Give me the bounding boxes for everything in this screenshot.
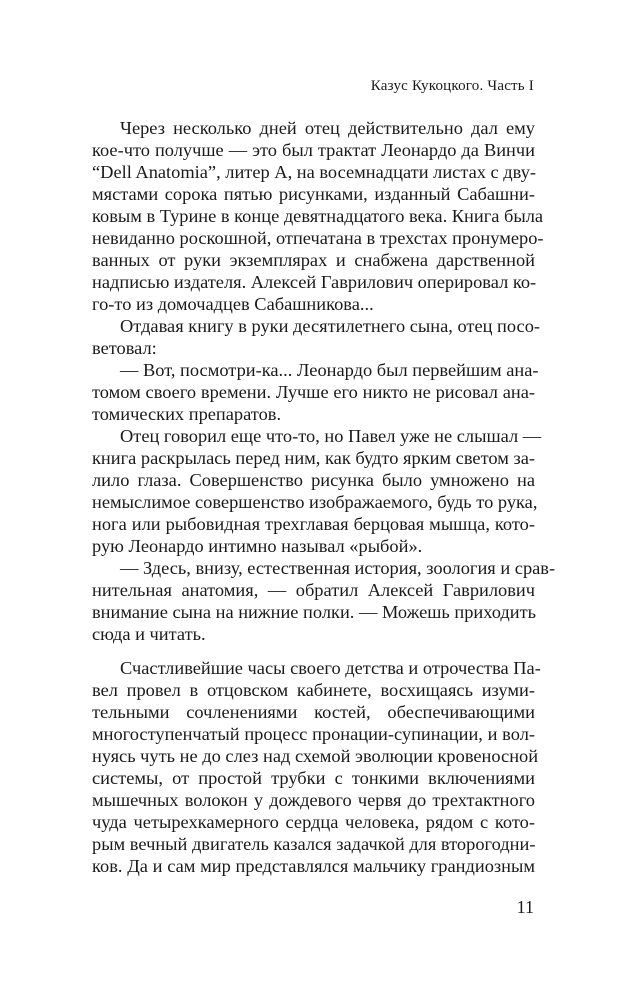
text-line: ковым в Турине в конце девятнадцатого века. Книга была xyxy=(92,206,544,226)
text-line: кое-что получше — это был трактат Леонардо да Винчи xyxy=(92,140,535,160)
text-line: тельными сочленениями костей, обеспечивающими xyxy=(92,702,535,722)
text-line: лило глаза. Совершенство рисунка было умножено на xyxy=(92,470,535,490)
running-head: Казус Кукоцкого. Часть I xyxy=(370,78,534,94)
text-line: рую Леонардо интимно называл «рыбой». xyxy=(92,536,423,556)
text-line: Через несколько дней отец действительно дал ему xyxy=(120,118,535,138)
text-line: томом своего времени. Лучше его никто не рисовал ана- xyxy=(92,382,535,402)
text-line: го-то из домочадцев Сабашникова... xyxy=(92,294,374,314)
text-line: надписью издателя. Алексей Гаврилович оперировал ко- xyxy=(92,272,537,292)
text-line: сюда и читать. xyxy=(92,624,206,644)
text-line: Отец говорил еще что-то, но Павел уже не слышал — xyxy=(120,426,542,446)
text-line: рым вечный двигатель казался задачкой для второгодни- xyxy=(92,834,536,854)
text-line: невиданно роскошной, отпечатана в трехстах пронумеро- xyxy=(92,228,544,248)
text-line: ветовал: xyxy=(92,338,157,358)
text-line: системы, от простой трубки с тонкими включениями xyxy=(92,768,535,788)
text-line: нительная анатомия, — обратил Алексей Гаврилович xyxy=(92,580,535,600)
text-line: ков. Да и сам мир представлялся мальчику грандиозным xyxy=(92,856,535,876)
text-line: Отдавая книгу в руки десятилетнего сына, отец посо- xyxy=(120,316,541,336)
text-block-1 xyxy=(92,117,556,645)
text-line: томических препаратов. xyxy=(92,404,282,424)
text-line: “Dell Anatomia”, литер А, на восемнадцати листах с дву- xyxy=(92,162,537,182)
text-block-2 xyxy=(92,657,541,877)
text-line: книга раскрылась перед ним, как будто ярким светом за- xyxy=(92,448,535,468)
text-line: — Здесь, внизу, естественная история, зоология и срав- xyxy=(120,558,556,578)
text-line: вел провел в отцовском кабинете, восхищаясь изуми- xyxy=(92,680,535,700)
text-line: мышечных волокон у дождевого червя до трехтактного xyxy=(92,790,535,810)
text-line: многоступенчатый процесс пронации-супинации, и вол- xyxy=(92,724,535,744)
text-line: внимание сына на нижние полки. — Можешь приходить xyxy=(92,602,537,622)
text-line: Счастливейшие часы своего детства и отрочества Па- xyxy=(120,658,541,678)
text-line: мястами сорока пятью рисунками, изданный Сабашни- xyxy=(92,184,535,204)
text-line: нуясь чуть не до слез над схемой эволюции кровеносной xyxy=(92,746,539,766)
page-number: 11 xyxy=(516,897,534,917)
text-line: нога или рыбовидная трехглавая берцовая мышца, кото- xyxy=(92,514,535,534)
text-line: чуда четырехкамерного сердца человека, рядом с кото- xyxy=(92,812,535,832)
text-line: — Вот, посмотри-ка... Леонардо был первейшим ана- xyxy=(120,360,539,380)
text-line: немыслимое совершенство изображаемого, будь то рука, xyxy=(92,492,538,512)
text-line: ванных от руки экземплярах и снабжена дарственной xyxy=(92,250,535,270)
